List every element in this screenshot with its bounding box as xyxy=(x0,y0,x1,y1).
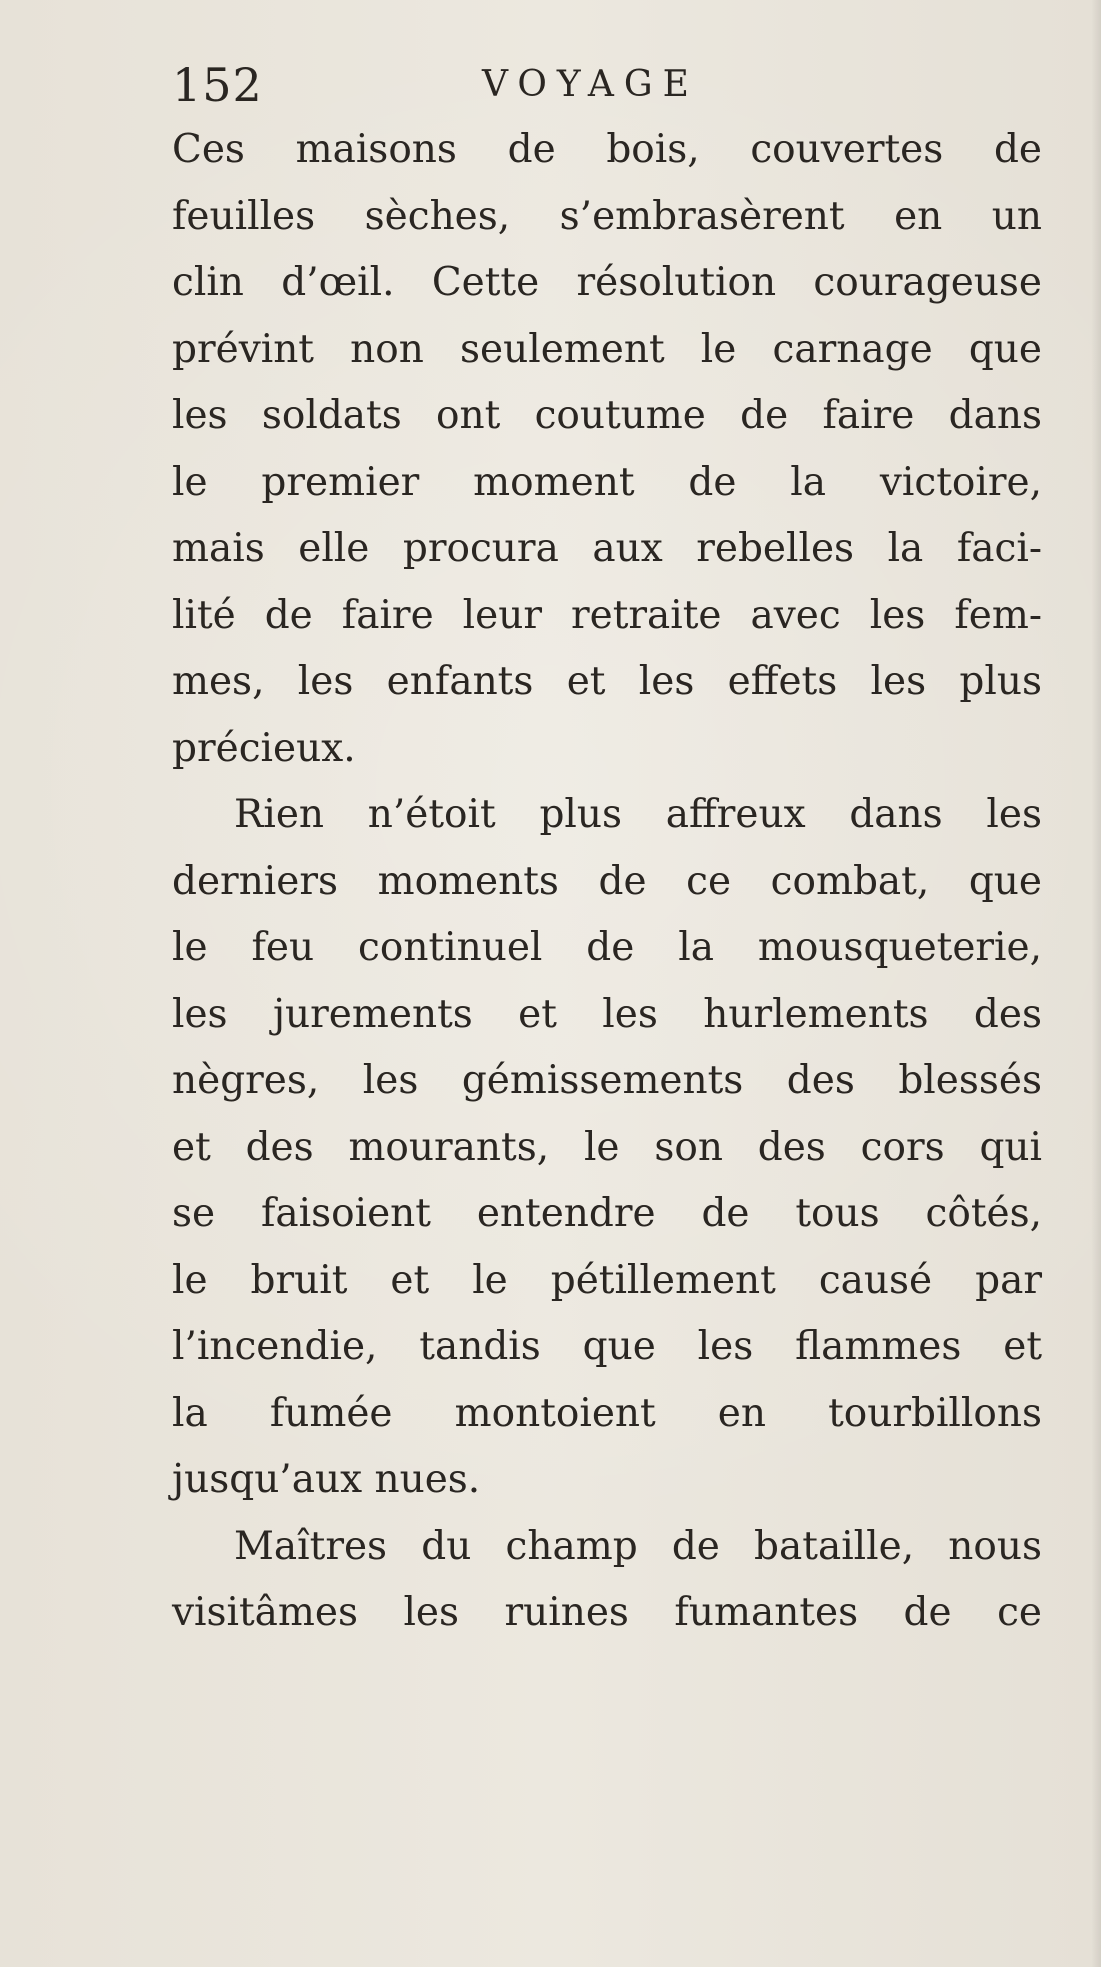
paragraph-start-line: Rien n’étoit plus affreux dans les xyxy=(234,792,1042,837)
page-edge-shadow xyxy=(1091,0,1101,1967)
text-line: l’incendie, tandis que les flammes et xyxy=(172,1324,1042,1369)
text-line: le bruit et le pétillement causé par xyxy=(172,1257,1042,1303)
text-line: le premier moment de la victoire, xyxy=(172,459,1042,505)
text-line: les jurements et les hurlements des xyxy=(172,991,1042,1037)
text-line: précieux. xyxy=(172,725,356,771)
text-line: nègres, les gémissements des blessés xyxy=(172,1058,1042,1103)
text-line: prévint non seulement le carnage que xyxy=(172,326,1042,372)
text-line: jusqu’aux nues. xyxy=(172,1457,481,1502)
text-line: mes, les enfants et les effets les plus xyxy=(172,659,1042,704)
page-number: 152 xyxy=(172,58,263,112)
text-line: Ces maisons de bois, couvertes de xyxy=(172,127,1042,172)
text-line: la fumée montoient en tourbillons xyxy=(172,1390,1042,1436)
text-line: clin d’œil. Cette résolution courageuse xyxy=(172,260,1042,305)
text-line: les soldats ont coutume de faire dans xyxy=(172,393,1042,438)
text-line: le feu continuel de la mousqueterie, xyxy=(172,925,1042,970)
body-text xyxy=(172,117,1042,1647)
text-line: visitâmes les ruines fumantes de ce xyxy=(172,1590,1042,1635)
page-header xyxy=(172,50,1042,120)
running-title: VOYAGE xyxy=(482,64,699,105)
text-line: lité de faire leur retraite avec les fem- xyxy=(172,592,1042,638)
text-line: et des mourants, le son des cors qui xyxy=(172,1124,1042,1170)
text-line: feuilles sèches, s’embrasèrent en un xyxy=(172,193,1042,239)
text-line: mais elle procura aux rebelles la faci- xyxy=(172,526,1042,571)
text-line: derniers moments de ce combat, que xyxy=(172,858,1042,904)
paragraph-start-line: Maîtres du champ de bataille, nous xyxy=(234,1523,1042,1569)
text-line: se faisoient entendre de tous côtés, xyxy=(172,1191,1042,1236)
